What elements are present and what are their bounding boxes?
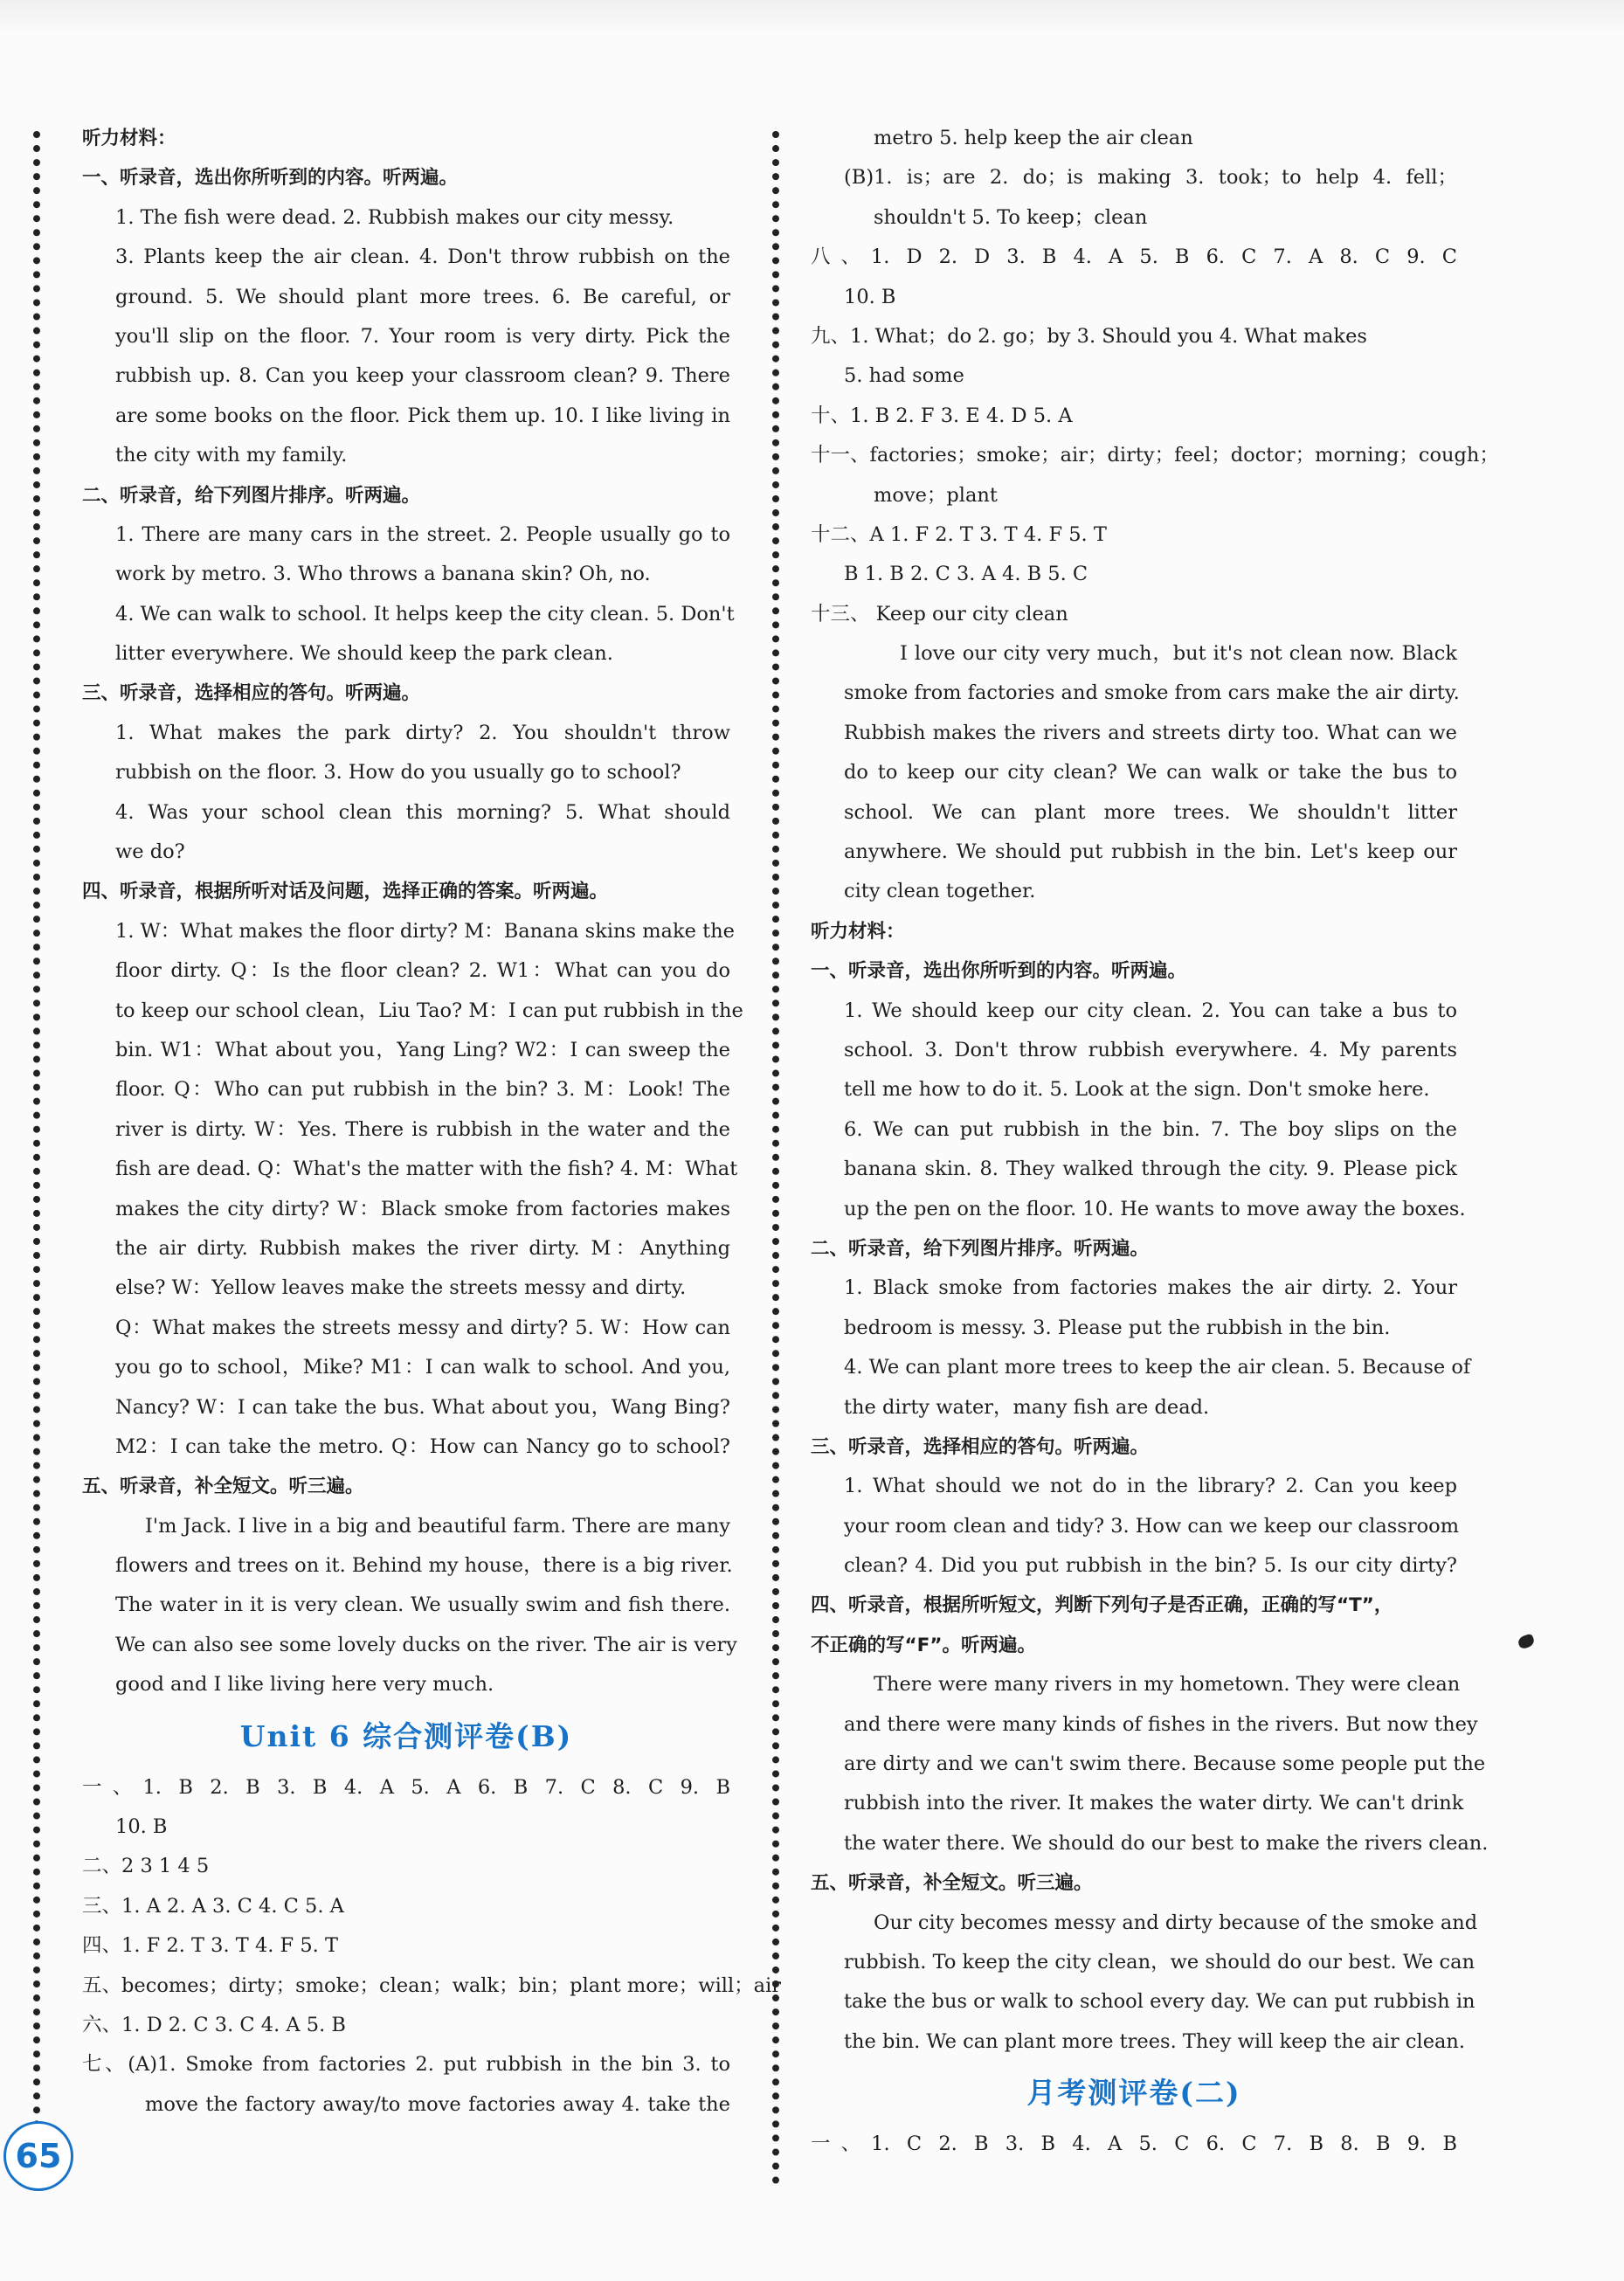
section-heading: 五、听录音，补全短文。听三遍。	[82, 1476, 364, 1498]
text-line: 十一、factories；smoke；air；dirty；feel；doctor；morning；cough；	[811, 444, 1499, 467]
text-line: bedroom is messy. 3. Please put the rubbish in the bin.	[844, 1316, 1391, 1339]
text-line: 二、2 3 1 4 5	[82, 1855, 210, 1878]
text-line: the bin. We can plant more trees. They will keep the air clean.	[844, 2029, 1466, 2053]
text-line: I love our city very much，but it's not clean now. Black	[900, 642, 1457, 666]
text-line: ground. 5. We should plant more trees. 6. Be careful, or	[115, 285, 730, 308]
text-line: 五、becomes；dirty；smoke；clean；walk；bin；plant more；will；air	[82, 1973, 782, 1997]
binding-dots-middle	[772, 131, 779, 2185]
text-line: 七、(A)1. Smoke from factories 2. put rubbish in the bin 3. to	[82, 2053, 730, 2077]
text-line: fish are dead. Q：What's the matter with the fish? 4. M：What	[115, 1158, 738, 1181]
text-line: 4. We can plant more trees to keep the air clean. 5. Because of	[844, 1356, 1471, 1379]
section-heading: 四、听录音，根据所听短文，判断下列句子是否正确，正确的写“T”，	[811, 1594, 1393, 1617]
text-line: the water there. We should do our best to make the rivers clean.	[844, 1831, 1489, 1855]
text-line: 一、1. B 2. B 3. B 4. A 5. A 6. B 7. C 8. C 9. B	[82, 1775, 730, 1799]
text-line: take the bus or walk to school every day. We can put rubbish in	[844, 1990, 1475, 2014]
text-line: 1. The fish were dead. 2. Rubbish makes our city messy.	[115, 205, 674, 229]
left-column	[82, 119, 782, 2125]
right-column	[811, 119, 1499, 2165]
text-line: smoke from factories and smoke from cars make the air dirty.	[844, 681, 1460, 705]
text-line: and there were many kinds of fishes in the rivers. But now they	[844, 1712, 1478, 1736]
text-line: good and I like living here very much.	[115, 1673, 494, 1697]
text-line: 1. W：What makes the floor dirty? M：Banana skins make the	[115, 919, 735, 943]
test-title: Unit 6 综合测评卷(B)	[239, 1718, 573, 1753]
text-line: floor dirty. Q：Is the floor clean? 2. W1：What can you do	[115, 959, 730, 983]
text-line: banana skin. 8. They walked through the city. 9. Please pick	[844, 1158, 1457, 1181]
text-line: bin. W1：What about you，Yang Ling? W2：I can sweep the	[115, 1038, 730, 1061]
text-line: rubbish on the floor. 3. How do you usually go to school?	[115, 761, 681, 785]
text-line: do to keep our city clean? We can walk or take the bus to	[844, 761, 1457, 785]
text-line: There were many rivers in my hometown. They were clean	[874, 1673, 1461, 1697]
text-line: else? W：Yellow leaves make the streets messy and dirty.	[115, 1276, 687, 1300]
text-line: We can also see some lovely ducks on the river. The air is very	[115, 1633, 737, 1656]
text-line: 六、1. D 2. C 3. C 4. A 5. B	[82, 2013, 346, 2036]
text-line: 4. We can walk to school. It helps keep the city clean. 5. Don't	[115, 602, 735, 626]
text-line: rubbish. To keep the city clean，we should do our best. We can	[844, 1950, 1475, 1973]
section-heading: 四、听录音，根据所听对话及问题，选择正确的答案。听两遍。	[82, 881, 609, 903]
text-line: 10. B	[115, 1815, 168, 1839]
text-line: 10. B	[844, 285, 896, 308]
text-line: 三、1. A 2. A 3. C 4. C 5. A	[82, 1894, 344, 1918]
text-line: The water in it is very clean. We usually swim and fish there.	[115, 1593, 730, 1617]
text-line: shouldn't 5. To keep；clean	[874, 205, 1148, 229]
text-line: rubbish into the river. It makes the water dirty. We can't drink	[844, 1792, 1464, 1815]
text-line: floor. Q：Who can put rubbish in the bin? 3. M：Look! The	[115, 1078, 730, 1102]
text-line: Our city becomes messy and dirty because of the smoke and	[874, 1911, 1478, 1934]
text-line: 4. Was your school clean this morning? 5. What should	[115, 800, 730, 824]
text-line: (B)1. is；are 2. do；is making 3. took；to help 4. fell；	[844, 166, 1457, 190]
text-line: the air dirty. Rubbish makes the river dirty. M：Anything	[115, 1236, 730, 1260]
text-line: 九、1. What；do 2. go；by 3. Should you 4. What makes	[811, 324, 1367, 348]
text-line: you'll slip on the floor. 7. Your room is very dirty. Pick the	[115, 324, 730, 348]
text-line: B 1. B 2. C 3. A 4. B 5. C	[844, 563, 1088, 586]
text-line: to keep our school clean，Liu Tao? M：I can put rubbish in the	[115, 999, 743, 1022]
section-heading: 听力材料：	[811, 920, 905, 943]
page-number-badge: 65	[3, 2121, 73, 2191]
text-line: I'm Jack. I live in a big and beautiful farm. There are many	[145, 1514, 730, 1538]
section-heading: 三、听录音，选择相应的答句。听两遍。	[82, 682, 421, 705]
text-line: tell me how to do it. 5. Look at the sign. Don't smoke here.	[844, 1078, 1430, 1102]
text-line: 十二、A 1. F 2. T 3. T 4. F 5. T	[811, 522, 1107, 546]
text-line: Rubbish makes the rivers and streets dirty too. What can we	[844, 721, 1457, 744]
text-line: litter everywhere. We should keep the park clean.	[115, 642, 613, 666]
test-title: 月考测评卷(二)	[1026, 2076, 1241, 2111]
section-heading: 五、听录音，补全短文。听三遍。	[811, 1872, 1093, 1895]
text-line: 6. We can put rubbish in the bin. 7. The boy slips on the	[844, 1117, 1457, 1141]
section-heading: 三、听录音，选择相应的答句。听两遍。	[811, 1435, 1150, 1458]
text-line: 5. had some	[844, 364, 964, 388]
section-heading: 听力材料：	[82, 128, 176, 149]
section-heading: 不正确的写“F”。听两遍。	[811, 1634, 1036, 1656]
text-line: 3. Plants keep the air clean. 4. Don't throw rubbish on the	[115, 245, 730, 269]
text-line: 一、1. C 2. B 3. B 4. A 5. C 6. C 7. B 8. B 9. B	[811, 2132, 1457, 2156]
text-line: 十三、 Keep our city clean	[811, 602, 1068, 626]
text-line: move the factory away/to move factories away 4. take the	[145, 2092, 730, 2116]
text-line: river is dirty. W：Yes. There is rubbish in the water and the	[115, 1117, 730, 1141]
text-line: makes the city dirty? W：Black smoke from factories makes	[115, 1197, 730, 1220]
text-line: rubbish up. 8. Can you keep your classroom clean? 9. There	[115, 364, 730, 388]
text-line: the dirty water，many fish are dead.	[844, 1395, 1210, 1419]
text-line: work by metro. 3. Who throws a banana skin? Oh, no.	[115, 563, 651, 586]
text-line: are some books on the floor. Pick them up. 10. I like living in	[115, 404, 730, 427]
text-line: 1. There are many cars in the street. 2. People usually go to	[115, 522, 730, 546]
text-line: Nancy? W：I can take the bus. What about you，Wang Bing?	[115, 1395, 730, 1419]
binding-dots-left	[33, 131, 40, 2185]
text-line: Q：What makes the streets messy and dirty? 5. W：How can	[115, 1316, 730, 1339]
text-line: 1. What makes the park dirty? 2. You shouldn't throw	[115, 721, 730, 744]
text-line: school. We can plant more trees. We shouldn't litter	[844, 800, 1457, 824]
text-line: flowers and trees on it. Behind my house，there is a big river.	[115, 1554, 733, 1578]
ink-blot-mark	[1517, 1633, 1536, 1649]
text-line: 1. We should keep our city clean. 2. You can take a bus to	[844, 999, 1457, 1022]
text-line: up the pen on the floor. 10. He wants to move away the boxes.	[844, 1197, 1466, 1220]
text-line: your room clean and tidy? 3. How can we keep our classroom	[844, 1514, 1460, 1538]
text-line: the city with my family.	[115, 444, 348, 467]
text-line: 八、1. D 2. D 3. B 4. A 5. B 6. C 7. A 8. C 9. C	[811, 245, 1457, 269]
text-line: 1. Black smoke from factories makes the air dirty. 2. Your	[844, 1276, 1457, 1300]
text-line: move；plant	[874, 483, 998, 507]
text-line: are dirty and we can't swim there. Because some people put the	[844, 1752, 1486, 1776]
text-line: we do?	[115, 840, 185, 864]
text-line: metro 5. help keep the air clean	[874, 127, 1193, 149]
section-heading: 二、听录音，给下列图片排序。听两遍。	[811, 1237, 1150, 1260]
text-line: clean? 4. Did you put rubbish in the bin? 5. Is our city dirty?	[844, 1554, 1457, 1578]
text-line: school. 3. Don't throw rubbish everywhere. 4. My parents	[844, 1038, 1457, 1061]
section-heading: 二、听录音，给下列图片排序。听两遍。	[82, 484, 421, 507]
text-line: anywhere. We should put rubbish in the bin. Let's keep our	[844, 840, 1457, 864]
text-line: M2：I can take the metro. Q：How can Nancy go to school?	[115, 1434, 730, 1458]
text-line: 十、1. B 2. F 3. E 4. D 5. A	[811, 404, 1073, 427]
section-heading: 一、听录音，选出你所听到的内容。听两遍。	[811, 960, 1187, 983]
text-line: 1. What should we not do in the library? 2. Can you keep	[844, 1475, 1457, 1498]
page-top-shadow	[0, 0, 1624, 35]
section-heading: 一、听录音，选出你所听到的内容。听两遍。	[82, 167, 459, 190]
text-line: 四、1. F 2. T 3. T 4. F 5. T	[82, 1934, 338, 1958]
text-line: city clean together.	[844, 880, 1036, 903]
text-line: you go to school，Mike? M1：I can walk to school. And you,	[115, 1356, 730, 1379]
